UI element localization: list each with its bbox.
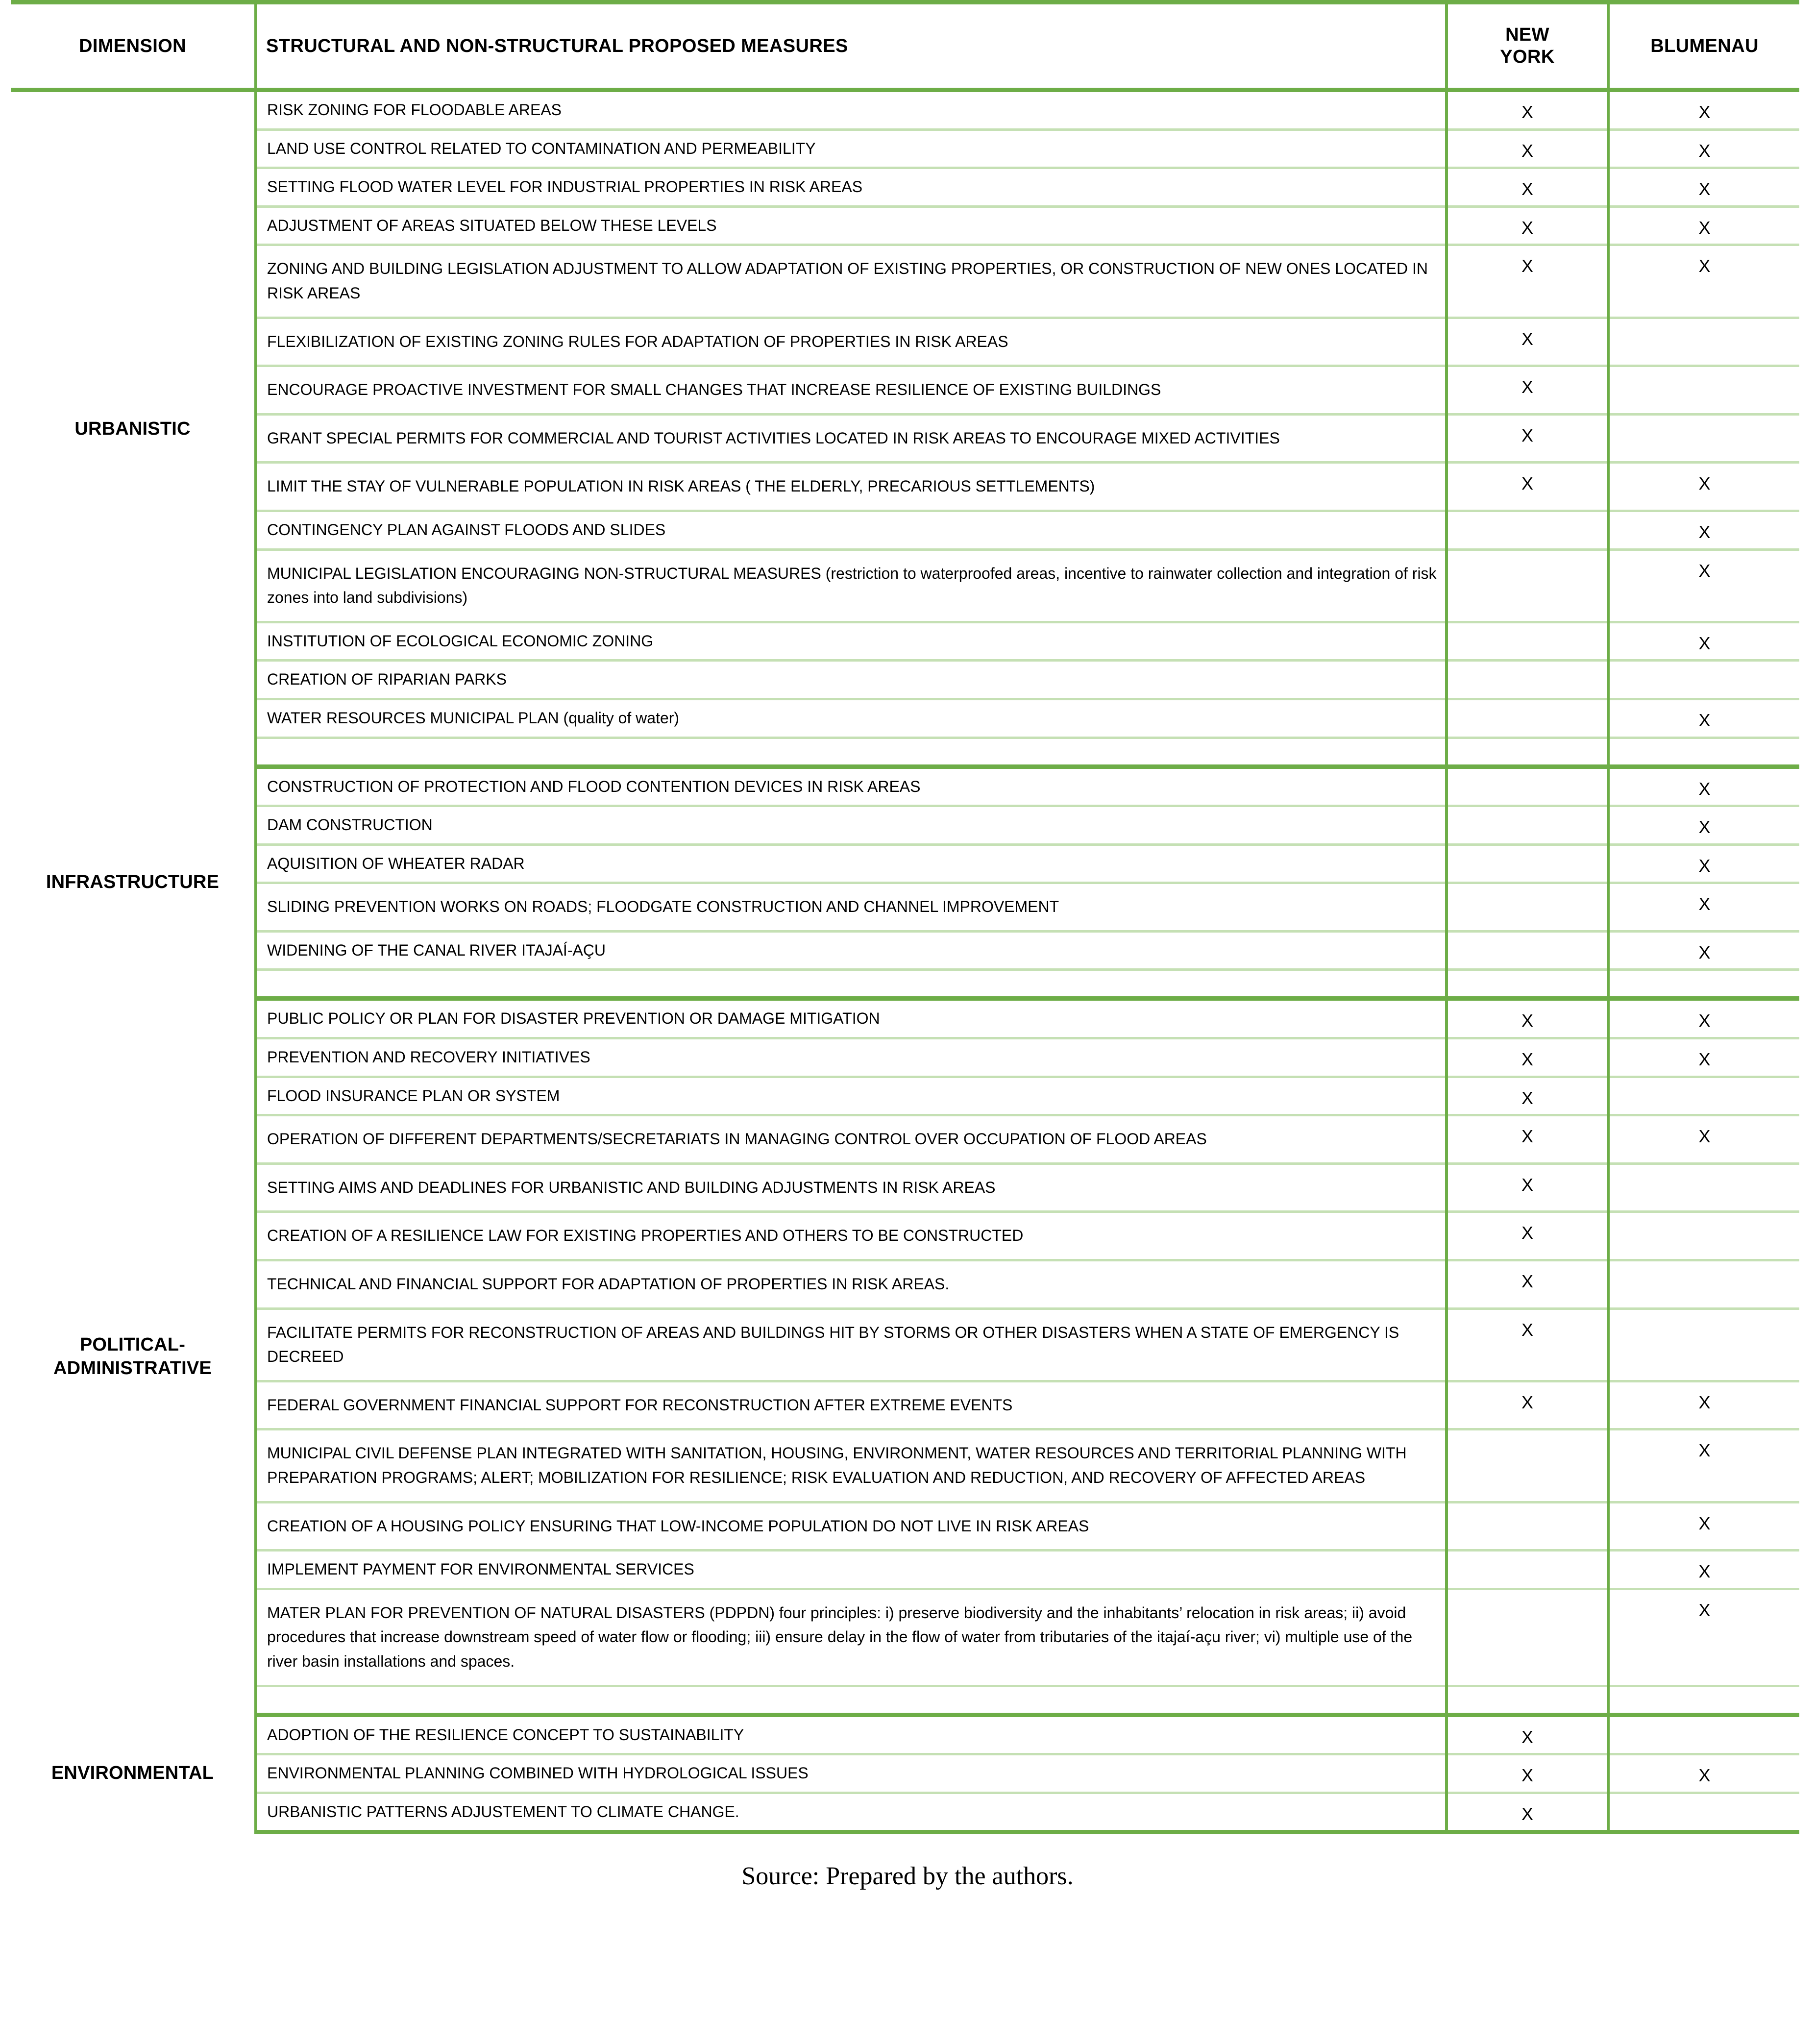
measure-text: LIMIT THE STAY OF VULNERABLE POPULATION IN RISK AREAS ( THE ELDERLY, PRECARIOUS SETTLEMENTS): [267, 477, 1095, 495]
mark-cell-blumenau: X: [1608, 1115, 1799, 1164]
measure-cell: [256, 661, 1447, 699]
dimension-label-line2: ADMINISTRATIVE: [53, 1357, 212, 1379]
measure-cell: [256, 206, 1447, 245]
measure-text: IMPLEMENT PAYMENT FOR ENVIRONMENTAL SERVICES: [267, 1560, 694, 1578]
table-row: [11, 90, 1799, 130]
measure-cell: [256, 1260, 1447, 1309]
measure-text: AQUISITION OF WHEATER RADAR: [267, 854, 525, 872]
mark-cell-new-york: X: [1447, 1260, 1608, 1309]
proposed-measures-table: [11, 0, 1799, 1834]
mark-cell-blumenau: X: [1608, 766, 1799, 806]
header-dimension: DIMENSION: [11, 2, 256, 90]
measure-text: FLEXIBILIZATION OF EXISTING ZONING RULES FOR ADAPTATION OF PROPERTIES IN RISK AREAS: [267, 332, 1008, 350]
measure-text: ADJUSTMENT OF AREAS SITUATED BELOW THESE LEVELS: [267, 216, 717, 234]
spacer-mark-cell-new-york: [1447, 738, 1608, 766]
measure-text: DAM CONSTRUCTION: [267, 816, 433, 834]
measure-cell: [256, 318, 1447, 366]
spacer-mark-cell-blumenau: [1608, 1686, 1799, 1715]
header-new-york: [1447, 2, 1608, 90]
spacer-measure-cell: [256, 1686, 1447, 1715]
dimension-label: [11, 999, 256, 1715]
mark-cell-new-york: [1447, 931, 1608, 970]
header-blumenau: BLUMENAU: [1608, 2, 1799, 90]
spacer-mark-cell-blumenau: [1608, 738, 1799, 766]
table-row: [11, 1308, 1799, 1381]
measure-text: MUNICIPAL LEGISLATION ENCOURAGING NON-STRUCTURAL MEASURES (restriction to waterproofed areas, incentive to rainwater collection and integration of risk zones into land subdivisions): [267, 564, 1437, 607]
mark-cell-new-york: X: [1447, 1212, 1608, 1260]
measure-cell: [256, 1115, 1447, 1164]
measure-cell: [256, 1077, 1447, 1115]
spacer-mark-cell-blumenau: [1608, 970, 1799, 999]
table-row: [11, 1715, 1799, 1754]
table-row: [11, 366, 1799, 415]
mark-cell-new-york: X: [1447, 1077, 1608, 1115]
table-row: [11, 766, 1799, 806]
mark-cell-blumenau: [1608, 366, 1799, 415]
table-row: [11, 318, 1799, 366]
mark-cell-new-york: X: [1447, 1163, 1608, 1212]
table-row: [11, 806, 1799, 845]
measure-text: MUNICIPAL CIVIL DEFENSE PLAN INTEGRATED WITH SANITATION, HOUSING, ENVIRONMENT, WATER RESOURCES AND TERRITORIAL PLANNING WITH PREPARATION PROGRAMS; ALERT; MOBILIZATION FOR RESILIENCE; RISK EVALUATION AND REDUCTION, AND RECOVERY OF AFFECTED AREAS: [267, 1444, 1407, 1486]
mark-cell-new-york: [1447, 1589, 1608, 1686]
measure-text: PREVENTION AND RECOVERY INITIATIVES: [267, 1048, 590, 1066]
spacer-mark-cell-new-york: [1447, 970, 1608, 999]
mark-cell-new-york: X: [1447, 463, 1608, 511]
table-row: [11, 1589, 1799, 1686]
table-row: [11, 999, 1799, 1038]
table-row: [11, 661, 1799, 699]
mark-cell-blumenau: X: [1608, 883, 1799, 932]
mark-cell-blumenau: [1608, 661, 1799, 699]
mark-cell-blumenau: X: [1608, 90, 1799, 130]
mark-cell-blumenau: X: [1608, 1038, 1799, 1077]
table-row: [11, 844, 1799, 883]
mark-cell-blumenau: X: [1608, 549, 1799, 622]
mark-cell-new-york: X: [1447, 1381, 1608, 1429]
mark-cell-blumenau: X: [1608, 463, 1799, 511]
measure-text: CONSTRUCTION OF PROTECTION AND FLOOD CONTENTION DEVICES IN RISK AREAS: [267, 777, 921, 795]
mark-cell-blumenau: [1608, 1163, 1799, 1212]
measure-text: URBANISTIC PATTERNS ADJUSTEMENT TO CLIMATE CHANGE.: [267, 1802, 739, 1821]
mark-cell-blumenau: X: [1608, 245, 1799, 318]
measure-text: WIDENING OF THE CANAL RIVER ITAJAÍ-AÇU: [267, 941, 606, 959]
measure-text: OPERATION OF DIFFERENT DEPARTMENTS/SECRETARIATS IN MANAGING CONTROL OVER OCCUPATION OF FLOOD AREAS: [267, 1130, 1207, 1148]
measure-cell: [256, 806, 1447, 845]
table-row: [11, 1793, 1799, 1832]
mark-cell-blumenau: X: [1608, 1381, 1799, 1429]
mark-cell-new-york: X: [1447, 206, 1608, 245]
spacer-measure-cell: [256, 970, 1447, 999]
measure-cell: [256, 463, 1447, 511]
measure-cell: [256, 766, 1447, 806]
mark-cell-new-york: X: [1447, 1754, 1608, 1793]
table-row: [11, 129, 1799, 168]
mark-cell-new-york: X: [1447, 1715, 1608, 1754]
mark-cell-blumenau: X: [1608, 1429, 1799, 1502]
dimension-label: URBANISTIC: [11, 90, 256, 767]
table-row: [11, 414, 1799, 463]
mark-cell-new-york: [1447, 844, 1608, 883]
mark-cell-blumenau: X: [1608, 1589, 1799, 1686]
mark-cell-new-york: [1447, 1429, 1608, 1502]
measure-text: TECHNICAL AND FINANCIAL SUPPORT FOR ADAPTATION OF PROPERTIES IN RISK AREAS.: [267, 1275, 950, 1293]
table-row: [11, 206, 1799, 245]
spacer-measure-cell: [256, 738, 1447, 766]
mark-cell-blumenau: X: [1608, 844, 1799, 883]
mark-cell-blumenau: [1608, 318, 1799, 366]
measure-cell: [256, 1429, 1447, 1502]
mark-cell-new-york: [1447, 549, 1608, 622]
measure-cell: [256, 90, 1447, 130]
measure-text: SETTING AIMS AND DEADLINES FOR URBANISTIC AND BUILDING ADJUSTMENTS IN RISK AREAS: [267, 1178, 996, 1196]
mark-cell-new-york: [1447, 883, 1608, 932]
measure-text: ENCOURAGE PROACTIVE INVESTMENT FOR SMALL CHANGES THAT INCREASE RESILIENCE OF EXISTING BUILDINGS: [267, 381, 1161, 399]
measure-text: SLIDING PREVENTION WORKS ON ROADS; FLOODGATE CONSTRUCTION AND CHANNEL IMPROVEMENT: [267, 898, 1059, 916]
section-spacer-row: [11, 1686, 1799, 1715]
measure-cell: [256, 414, 1447, 463]
measure-text: ENVIRONMENTAL PLANNING COMBINED WITH HYDROLOGICAL ISSUES: [267, 1764, 809, 1782]
table-row: [11, 1077, 1799, 1115]
measure-text: CREATION OF A HOUSING POLICY ENSURING THAT LOW-INCOME POPULATION DO NOT LIVE IN RISK AREAS: [267, 1517, 1089, 1535]
measure-cell: [256, 931, 1447, 970]
measure-cell: [256, 1754, 1447, 1793]
section-spacer-row: [11, 970, 1799, 999]
mark-cell-new-york: [1447, 1551, 1608, 1589]
measure-cell: [256, 883, 1447, 932]
measure-text: FLOOD INSURANCE PLAN OR SYSTEM: [267, 1086, 560, 1105]
mark-cell-blumenau: X: [1608, 1551, 1799, 1589]
measure-text: GRANT SPECIAL PERMITS FOR COMMERCIAL AND TOURIST ACTIVITIES LOCATED IN RISK AREAS TO ENCOURAGE MIXED ACTIVITIES: [267, 429, 1280, 447]
spacer-mark-cell-new-york: [1447, 1686, 1608, 1715]
measure-cell: [256, 549, 1447, 622]
measure-cell: [256, 245, 1447, 318]
measure-cell: [256, 366, 1447, 415]
table-row: [11, 549, 1799, 622]
dimension-label: ENVIRONMENTAL: [11, 1715, 256, 1832]
mark-cell-new-york: [1447, 766, 1608, 806]
measure-cell: [256, 1038, 1447, 1077]
mark-cell-blumenau: X: [1608, 931, 1799, 970]
table-row: [11, 1381, 1799, 1429]
mark-cell-new-york: [1447, 699, 1608, 738]
table-row: [11, 1551, 1799, 1589]
measure-cell: [256, 699, 1447, 738]
mark-cell-new-york: X: [1447, 1115, 1608, 1164]
measure-text: CREATION OF RIPARIAN PARKS: [267, 670, 507, 689]
mark-cell-new-york: X: [1447, 245, 1608, 318]
mark-cell-blumenau: [1608, 1793, 1799, 1832]
mark-cell-new-york: X: [1447, 168, 1608, 207]
mark-cell-new-york: X: [1447, 366, 1608, 415]
measure-text: SETTING FLOOD WATER LEVEL FOR INDUSTRIAL PROPERTIES IN RISK AREAS: [267, 178, 863, 196]
measure-cell: [256, 129, 1447, 168]
table-row: [11, 622, 1799, 661]
measure-cell: [256, 999, 1447, 1038]
mark-cell-blumenau: [1608, 1308, 1799, 1381]
mark-cell-blumenau: [1608, 1077, 1799, 1115]
mark-cell-new-york: X: [1447, 999, 1608, 1038]
measure-cell: [256, 1381, 1447, 1429]
mark-cell-new-york: X: [1447, 318, 1608, 366]
measure-cell: [256, 1589, 1447, 1686]
mark-cell-blumenau: X: [1608, 168, 1799, 207]
measure-cell: [256, 1715, 1447, 1754]
measure-text: PUBLIC POLICY OR PLAN FOR DISASTER PREVENTION OR DAMAGE MITIGATION: [267, 1010, 880, 1028]
mark-cell-new-york: X: [1447, 129, 1608, 168]
measure-text: CREATION OF A RESILIENCE LAW FOR EXISTING PROPERTIES AND OTHERS TO BE CONSTRUCTED: [267, 1227, 1024, 1245]
mark-cell-blumenau: X: [1608, 129, 1799, 168]
mark-cell-blumenau: X: [1608, 699, 1799, 738]
header-new-york-line1: NEW: [1505, 25, 1549, 46]
table-row: [11, 883, 1799, 932]
header-measures: STRUCTURAL AND NON-STRUCTURAL PROPOSED MEASURES: [256, 2, 1447, 90]
mark-cell-blumenau: [1608, 414, 1799, 463]
table-row: [11, 1429, 1799, 1502]
measure-text: LAND USE CONTROL RELATED TO CONTAMINATION AND PERMEABILITY: [267, 139, 816, 157]
mark-cell-new-york: [1447, 1502, 1608, 1551]
table-row: [11, 1115, 1799, 1164]
dimension-label: INFRASTRUCTURE: [11, 766, 256, 999]
source-caption: Source: Prepared by the authors.: [741, 1862, 1074, 1891]
table-header-row: [11, 2, 1799, 90]
measure-text: ZONING AND BUILDING LEGISLATION ADJUSTMENT TO ALLOW ADAPTATION OF EXISTING PROPERTIES, OR CONSTRUCTION OF NEW ONES LOCATED IN RISK AREAS: [267, 260, 1428, 302]
measure-text: CONTINGENCY PLAN AGAINST FLOODS AND SLIDES: [267, 520, 666, 539]
measure-text: WATER RESOURCES MUNICIPAL PLAN (quality of water): [267, 709, 680, 727]
measure-text: FACILITATE PERMITS FOR RECONSTRUCTION OF AREAS AND BUILDINGS HIT BY STORMS OR OTHER DISASTERS WHEN A STATE OF EMERGENCY IS DECREED: [267, 1323, 1399, 1366]
table-row: [11, 1212, 1799, 1260]
mark-cell-blumenau: X: [1608, 206, 1799, 245]
table-row: [11, 511, 1799, 549]
mark-cell-blumenau: X: [1608, 1502, 1799, 1551]
table-row: [11, 245, 1799, 318]
header-new-york-line2: YORK: [1500, 47, 1555, 67]
mark-cell-blumenau: [1608, 1715, 1799, 1754]
mark-cell-new-york: X: [1447, 414, 1608, 463]
measure-cell: [256, 1163, 1447, 1212]
table-row: [11, 1502, 1799, 1551]
table-row: [11, 1038, 1799, 1077]
mark-cell-blumenau: X: [1608, 622, 1799, 661]
measure-cell: [256, 1212, 1447, 1260]
measure-cell: [256, 511, 1447, 549]
measure-text: RISK ZONING FOR FLOODABLE AREAS: [267, 101, 562, 119]
mark-cell-blumenau: X: [1608, 806, 1799, 845]
measure-text: INSTITUTION OF ECOLOGICAL ECONOMIC ZONING: [267, 632, 654, 650]
mark-cell-blumenau: X: [1608, 999, 1799, 1038]
mark-cell-new-york: X: [1447, 1308, 1608, 1381]
table-row: [11, 931, 1799, 970]
measure-cell: [256, 1551, 1447, 1589]
mark-cell-new-york: [1447, 511, 1608, 549]
mark-cell-blumenau: X: [1608, 511, 1799, 549]
measure-cell: [256, 844, 1447, 883]
mark-cell-new-york: X: [1447, 1038, 1608, 1077]
table-row: [11, 1754, 1799, 1793]
table-row: [11, 463, 1799, 511]
measure-cell: [256, 168, 1447, 207]
mark-cell-blumenau: X: [1608, 1754, 1799, 1793]
mark-cell-new-york: X: [1447, 90, 1608, 130]
measure-text: FEDERAL GOVERNMENT FINANCIAL SUPPORT FOR RECONSTRUCTION AFTER EXTREME EVENTS: [267, 1396, 1013, 1414]
measure-cell: [256, 1502, 1447, 1551]
measure-cell: [256, 1793, 1447, 1832]
table-row: [11, 699, 1799, 738]
mark-cell-blumenau: [1608, 1212, 1799, 1260]
measure-text: ADOPTION OF THE RESILIENCE CONCEPT TO SUSTAINABILITY: [267, 1725, 744, 1744]
section-spacer-row: [11, 738, 1799, 766]
table-row: [11, 1260, 1799, 1309]
table-row: [11, 168, 1799, 207]
measure-text: MATER PLAN FOR PREVENTION OF NATURAL DISASTERS (PDPDN) four principles: i) preserve biodiversity and the inhabitants’ relocation in risk areas; ii) avoid procedures that increase downstream speed of water flow or flooding; iii) ensure delay in the flow of water from tributaries of the itajaí-açu river; vi) multiple use of the river basin installations and spaces.: [267, 1603, 1413, 1670]
mark-cell-blumenau: [1608, 1260, 1799, 1309]
measure-cell: [256, 1308, 1447, 1381]
mark-cell-new-york: X: [1447, 1793, 1608, 1832]
measure-cell: [256, 622, 1447, 661]
dimension-label-line1: POLITICAL-: [79, 1334, 186, 1355]
table-row: [11, 1163, 1799, 1212]
mark-cell-new-york: [1447, 661, 1608, 699]
mark-cell-new-york: [1447, 622, 1608, 661]
mark-cell-new-york: [1447, 806, 1608, 845]
